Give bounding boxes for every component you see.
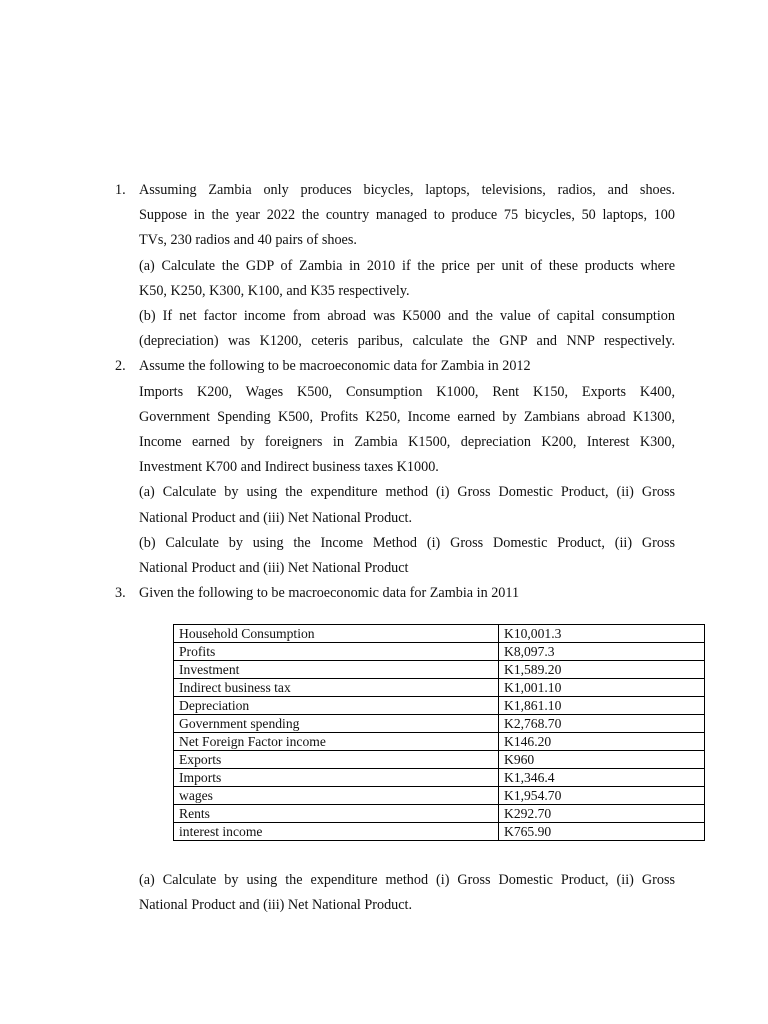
question-1-line: TVs, 230 radios and 40 pairs of shoes. xyxy=(139,232,357,248)
table-cell-value: K1,861.10 xyxy=(499,697,705,715)
table-cell-label: Indirect business tax xyxy=(174,679,499,697)
table-cell-value: K1,346.4 xyxy=(499,769,705,787)
question-2-line: Government Spending K500, Profits K250, Income earned by Zambians abroad K1300, xyxy=(139,409,675,425)
table-row xyxy=(174,715,705,733)
table-cell-value: K8,097.3 xyxy=(499,643,705,661)
table-row xyxy=(174,697,705,715)
question-1a-line: K50, K250, K300, K100, and K35 respectively. xyxy=(139,283,410,299)
question-1-line: Suppose in the year 2022 the country managed to produce 75 bicycles, 50 laptops, 100 xyxy=(139,207,675,223)
table-cell-value: K292.70 xyxy=(499,805,705,823)
table-cell-value: K1,954.70 xyxy=(499,787,705,805)
table-cell-value: K765.90 xyxy=(499,823,705,841)
table-cell-label: Exports xyxy=(174,751,499,769)
table-row xyxy=(174,679,705,697)
table-row xyxy=(174,661,705,679)
table-cell-label: Imports xyxy=(174,769,499,787)
table-cell-value: K1,589.20 xyxy=(499,661,705,679)
macroeconomic-data-table xyxy=(173,624,705,841)
question-1a-line: (a) Calculate the GDP of Zambia in 2010 if the price per unit of these products where xyxy=(139,258,675,274)
table-row xyxy=(174,751,705,769)
table-cell-label: Profits xyxy=(174,643,499,661)
question-2a-line: (a) Calculate by using the expenditure method (i) Gross Domestic Product, (ii) Gross xyxy=(139,484,675,500)
table-cell-value: K146.20 xyxy=(499,733,705,751)
question-3-number: 3. xyxy=(115,585,126,601)
question-3a-line: (a) Calculate by using the expenditure method (i) Gross Domestic Product, (ii) Gross xyxy=(139,872,675,888)
question-3a-line: National Product and (iii) Net National Product. xyxy=(139,897,413,913)
table-cell-value: K10,001.3 xyxy=(499,625,705,643)
question-3-intro: Given the following to be macroeconomic data for Zambia in 2011 xyxy=(139,585,520,601)
table-cell-label: Net Foreign Factor income xyxy=(174,733,499,751)
table-cell-label: Household Consumption xyxy=(174,625,499,643)
table-row xyxy=(174,625,705,643)
table-cell-label: Investment xyxy=(174,661,499,679)
table-cell-label: Government spending xyxy=(174,715,499,733)
table-row xyxy=(174,733,705,751)
table-cell-value: K960 xyxy=(499,751,705,769)
question-2a-line: National Product and (iii) Net National Product. xyxy=(139,510,413,526)
table-row xyxy=(174,823,705,841)
question-1-number: 1. xyxy=(115,182,126,198)
question-2-line: Assume the following to be macroeconomic data for Zambia in 2012 xyxy=(139,358,531,374)
table-cell-label: interest income xyxy=(174,823,499,841)
question-1b-line: (depreciation) was K1200, ceteris paribus, calculate the GNP and NNP respectively. xyxy=(139,333,675,349)
question-2-line: Income earned by foreigners in Zambia K1500, depreciation K200, Interest K300, xyxy=(139,434,675,450)
table-row xyxy=(174,805,705,823)
question-2b-line: National Product and (iii) Net National Product xyxy=(139,560,409,576)
question-1-line: Assuming Zambia only produces bicycles, laptops, televisions, radios, and shoes. xyxy=(139,182,675,198)
table-cell-value: K2,768.70 xyxy=(499,715,705,733)
question-2b-line: (b) Calculate by using the Income Method (i) Gross Domestic Product, (ii) Gross xyxy=(139,535,675,551)
question-2-line: Imports K200, Wages K500, Consumption K1000, Rent K150, Exports K400, xyxy=(139,384,675,400)
table-row xyxy=(174,787,705,805)
table-cell-value: K1,001.10 xyxy=(499,679,705,697)
question-2-line: Investment K700 and Indirect business taxes K1000. xyxy=(139,459,439,475)
table-cell-label: Rents xyxy=(174,805,499,823)
table-row xyxy=(174,769,705,787)
table-cell-label: wages xyxy=(174,787,499,805)
table-row xyxy=(174,643,705,661)
question-2-number: 2. xyxy=(115,358,126,374)
question-1b-line: (b) If net factor income from abroad was K5000 and the value of capital consumption xyxy=(139,308,675,324)
table-cell-label: Depreciation xyxy=(174,697,499,715)
